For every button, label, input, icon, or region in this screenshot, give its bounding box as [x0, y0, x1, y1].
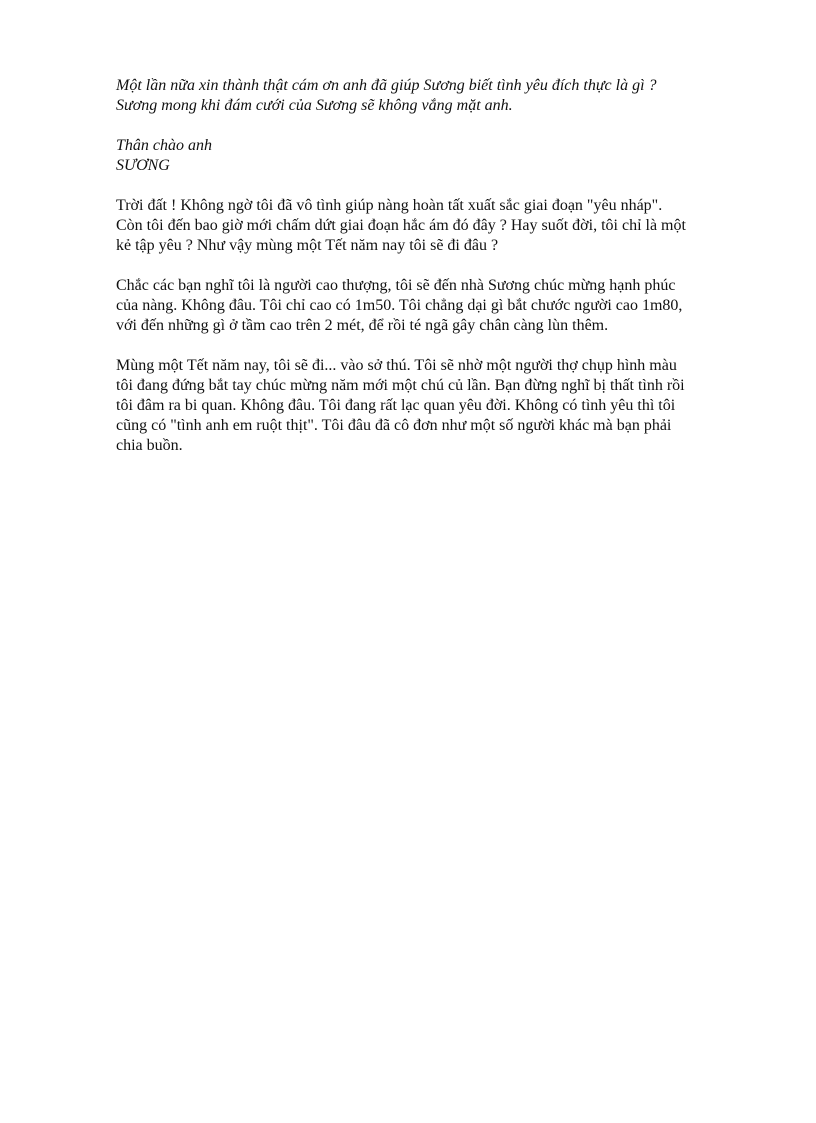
text-line: kẻ tập yêu ? Như vậy mùng một Tết năm nay tôi sẽ đi đâu ? [116, 237, 499, 254]
text-line: Chắc các bạn nghĩ tôi là người cao thượng, tôi sẽ đến nhà Sương chúc mừng hạnh phúc [116, 277, 676, 294]
text-line: Còn tôi đến bao giờ mới chấm dứt giai đoạn hắc ám đó đây ? Hay suốt đời, tôi chỉ là một [116, 217, 686, 234]
signature-line: SƯƠNG [116, 157, 170, 174]
text-line: tôi đang đứng bắt tay chúc mừng năm mới một chú củ lần. Bạn đừng nghĩ bị thất tình rồi [116, 377, 685, 394]
text-line: Sương mong khi đám cưới của Sương sẽ không vắng mặt anh. [116, 97, 513, 114]
narrative-paragraph-3 [116, 356, 756, 456]
narrative-paragraph-1 [116, 196, 756, 256]
text-line: với đến những gì ở tầm cao trên 2 mét, để rồi té ngã gây chân càng lùn thêm. [116, 317, 609, 334]
greeting-line: Thân chào anh [116, 137, 212, 154]
text-line: Một lần nữa xin thành thật cám ơn anh đã giúp Sương biết tình yêu đích thực là gì ? [116, 77, 657, 94]
text-line: tôi đâm ra bi quan. Không đâu. Tôi đang rất lạc quan yêu đời. Không có tình yêu thì tôi [116, 397, 676, 414]
text-line: Trời đất ! Không ngờ tôi đã vô tình giúp nàng hoàn tất xuất sắc giai đoạn "yêu nháp". [116, 197, 663, 214]
letter-signoff [116, 136, 756, 176]
document-body [116, 76, 756, 476]
text-line: Mùng một Tết năm nay, tôi sẽ đi... vào sở thú. Tôi sẽ nhờ một người thợ chụp hình màu [116, 357, 677, 374]
letter-closing-paragraph [116, 76, 756, 116]
text-line: chia buồn. [116, 437, 183, 454]
text-line: cũng có "tình anh em ruột thịt". Tôi đâu đã cô đơn như một số người khác mà bạn phải [116, 417, 672, 434]
narrative-paragraph-2 [116, 276, 756, 336]
text-line: của nàng. Không đâu. Tôi chỉ cao có 1m50. Tôi chẳng dại gì bắt chước người cao 1m80, [116, 297, 683, 314]
